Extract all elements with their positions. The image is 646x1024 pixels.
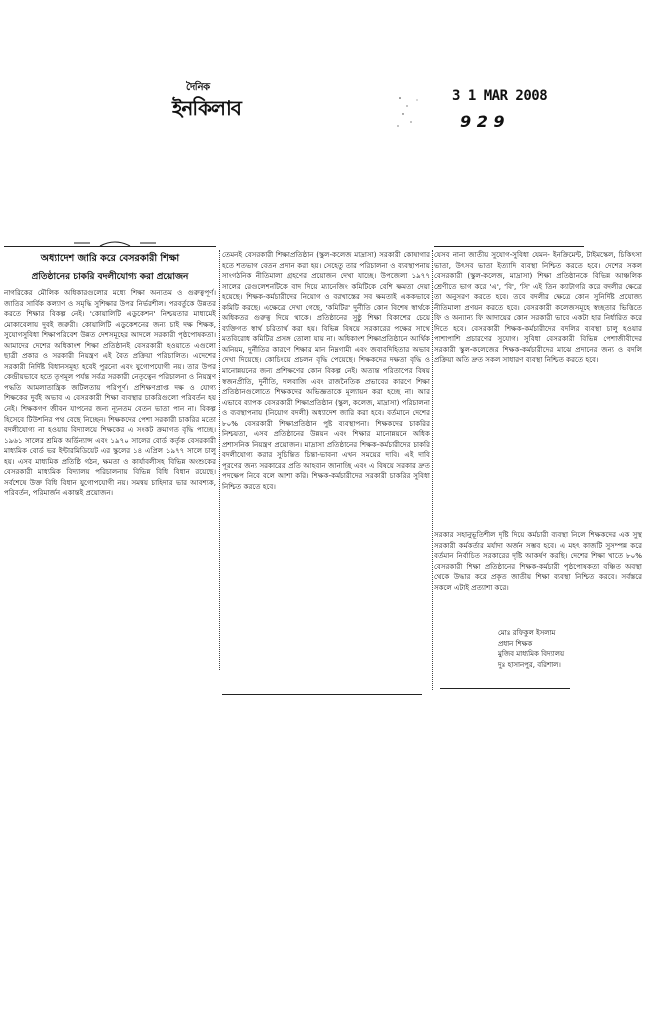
- article-end-rule: [440, 688, 570, 689]
- column-divider: [219, 250, 220, 670]
- newspaper-masthead: [172, 80, 292, 119]
- article-end-rule: [222, 694, 422, 695]
- article-body-col1: নাগরিকের মৌলিক অধিকারগুলোর মধ্যে শিক্ষা অন্যতম ও গুরুত্বপূর্ণ। জাতির সার্বিক কল্যাণ ও সমৃদ্ধি সুশিক্ষার উপর নির্ভরশীল। পরবর্তুকে উন্নতর করতে শিক্ষার বিকল্প নেই। 'কোয়ালিটি এডুকেশন' নিশ্চয়তার মাধ্যমেই মোকাবেলায় দুবই জরুরী। কোয়ালিটি এডুকেশনের জন্য চাই দক্ষ শিক্ষক, সুযোগসুবিধা শিক্ষাপরিবেশ উন্নত দেশসমূহের আদলে সরকারী পৃষ্ঠপোষকতা। আমাদের দেশের অধিকাংশ শিক্ষা প্রতিষ্ঠানই বেসরকারী হওয়াতে এগুলো ছাত্রী প্রকার ও সরকারী নিয়ন্ত্রণ এই বৈত প্রক্রিয়া পরিচালিত। এদেশের সরকারী নির্দিষ্ট বিধানসমূহ্য হবেই পুরনো এবং যুগোপযোগী নয়। তার উপর কেন্দ্রীয়ভাবে হতে তৃণমূল পর্যন্ত সর্বত্র সরকারী নেতৃত্বেন পরিচালনা ও নিয়ন্ত্রণ পদ্ধতি আমলাতান্ত্রিক জটিলতায় পরিপূর্ণ। প্রশিক্ষণপ্রাপ্ত দক্ষ ও যোগ্য শিক্ষকের দুর্বই অভাব এ বেসরকারী শিক্ষা ব্যবস্থার চাকরিগুলো পরিবর্তন হয় নেই। শিক্ষকগণ জীবন যাপনের জন্য ন্যূনতম বেতন ভাতা পান না। বিকল্প হিসেবে টিউশনির পথ বেছে নিচ্ছেন। শিক্ষকদের পেশা সরকারী চাকরির মতো বদলীযোগ্য না হওয়ায় বিদ্যালয়ে শিক্ষকের এ সংকট ক্রমাগত বৃদ্ধি পাচ্ছে। ১৯৬১ সালের শ্রমিক অর্ডিন্যান্স এবং ১৯৭০ সালের বোর্ড কর্তৃক বেসরকারী মাধ্যমিক বোর্ড ভর ইন্টারমিডিয়েট এর স্কুলের ১৪ এপ্রিল ১৯৭৭ সালে চালু হয়। এসব মাধ্যমিক প্রতিষ্ঠি গঠন, ক্ষমতা ও কার্যাবলীসহ বিভিন্ন অংশুকের বেসরকারী মাধ্যমিক বিদ্যালয় পরিচালনায় বিভিন্ন বিধি বিধান রয়েছে। সর্বশেষে উক্ত বিধি বিধান যুগোপযোগী নয়। সমন্বয় চাহিদার ভার আবশ্যক, পরিবর্তন, পরিমার্জন একান্তই প্রয়োজন।: [4, 288, 216, 498]
- masthead-prefix: দৈনিক: [186, 82, 210, 93]
- article-body-col2: তেমনই বেসরকারী শিক্ষাপ্রতিষ্ঠান (স্কুল-কলেজ মাদ্রাসা) সরকারী কোষাগার হতে শতভাগ বেতন প্রদান করা হয়। সেহেতু তার পরিচালনা ও ব্যবস্থাপনায় সাংগঠনিক নীতিমালা গ্রহণের প্রয়োজন দেখা যাচ্ছে। উপজেলা ১৯৭৭ সালের রেগুলেশনটিকে বাদ দিয়ে ম্যানেজিং কমিটিকে বেশি ক্ষমতা দেয়া হয়েছে। শিক্ষক-কর্মচারীদের নিয়োগ ও বরখাস্তের সব ক্ষমতাই এককভাবে কমিটি করছে। এক্ষেত্রে দেখা গেছে, 'কমিটির' দুর্নীতি কোন বিশেষ স্বার্থকে অধিকতর গুরুত্ব দিয়ে থাকে। প্রতিষ্ঠানের সুষ্ঠু শিক্ষা বিকাশের চেয়ে ব্যক্তিগত স্বার্থ চরিতার্থ করা হয়। বিভিন্ন বিষয়ে সরকারের পক্ষের সাথে মতবিরোধ কমিটির প্রসঙ্গ তোলা যায় না। অধিকাংশ শিক্ষাপ্রতিষ্ঠানে আর্থিক অনিয়ম, দুর্নীতির কারণে শিক্ষার মান নিম্নগামী এবং জবাবদিহিতার অভাব দেখা দিয়েছে। কোচিংয়ে প্রচলন বৃদ্ধি পেয়েছে। শিক্ষকদের দক্ষতা বৃদ্ধি ও মানোন্নয়নের জন্য প্রশিক্ষণের কোন বিকল্প নেই। অত্যন্ত পরিতাপের বিষয় স্বজনপ্রীতি, দুর্নীতি, দলবাজি এবং রাজনৈতিক প্রভাবের কারণে শিক্ষা প্রতিষ্ঠানগুলোতে শিক্ষকদের অভিজ্ঞতাকে মূল্যায়ন করা হচ্ছে না। আর এভাবে ব্যাপক বেসরকারী শিক্ষাপ্রতিষ্ঠান (স্কুল, কলেজ, মাদ্রাসা) পরিচালনা ও ব্যবস্থাপনায় (নিয়োগ বদলী) অধ্যাদেশ জারি করা হবে। বর্তমানে দেশের ৮০% বেসরকারী শিক্ষাপ্রতিষ্ঠান পুষ্ট ব্যবস্থাপনা। শিক্ষকদের চাকরির নিশ্চয়তা, এসব প্রতিষ্ঠানের উন্নয়ন এবং শিক্ষার মানোন্নয়নে অধিক প্রশাসনিক নিয়ন্ত্রণ প্রয়োজন। মাদ্রাসা প্রতিষ্ঠানের শিক্ষক-কর্মচারীদের চাকরি বদলীযোগ্য করার সুচিন্তিত চিন্তা-ভাবনা এখন সময়ের দাবি। এই দাবি পূরণের জন্য সরকারের প্রতি আহবান জানাচ্ছি এবং এ বিষয়ে সরকার দ্রুত পদক্ষেপ নিবে বলে আশা করি। শিক্ষক-কর্মচারীদের সরকারী চাকরির সুবিধা নিশ্চিত করতে হবে।: [222, 250, 430, 492]
- article-column-1: [4, 250, 216, 670]
- article-column-2: [222, 250, 430, 690]
- column-top-rule: [434, 246, 584, 247]
- author-title: প্রধান শিক্ষক: [498, 639, 533, 648]
- article-headline: অধ্যাদেশ জারি করে বেসরকারী শিক্ষা: [40, 253, 180, 264]
- article-column-3b: [434, 530, 642, 630]
- stamp-date: 3 1 MAR 2008: [452, 88, 548, 104]
- article-subheadline: প্রতিষ্ঠানের চাকরি বদলীযোগ্য করা প্রয়োজন: [31, 272, 189, 282]
- article-body-col3b: সরকার সহানুভূতিশীল দৃষ্টি দিয়ে কর্মচারী ব্যবস্থা নিলে শিক্ষকদের এক সুস্থ সরকারী কর্মকর্তার মর্যাদা অর্জন সম্ভব হবে। এ মহৎ কাজটি সুসম্পন্ন করে বর্তমান নির্বাচিত সরকারের দৃষ্টি আকর্ষণ করছি। দেশের শিক্ষা খাতে ৮০% বেসরকারী শিক্ষা প্রতিষ্ঠানের শিক্ষক-কর্মচারী পৃষ্ঠপোষকতা বঞ্চিত অবস্থা থেকে উদ্ধার করে প্রকৃত জাতীয় শিক্ষা ব্যবস্থা নিশ্চিত করবে। সর্বস্তরে সকলে এটাই প্রত্যাশা করে।: [434, 530, 642, 592]
- date-stamp: [420, 88, 580, 138]
- article-column-3: [434, 250, 642, 525]
- stamp-number: 9 2 9: [460, 112, 505, 131]
- article-body-col3: যেসব নানা জাতীয় সুযোগ-সুবিধা যেমন- ইনক্রিমেন্ট, টাইমস্কেল, চিকিৎসা ভাতা, উৎসব ভাতা ইত্যাদি ব্যবস্থা নিশ্চিত করতে হবে। দেশের সকল বেসরকারী (স্কুল-কলেজ, মাদ্রাসা) শিক্ষা প্রতিষ্ঠানকে বিভিন্ন আঞ্চলিক শ্রেণীতে ভাগ করে 'এ', 'বি', 'সি' এই তিন ক্যাটাগরি করে বদলীর ক্ষেত্রে তা অনুসরণ করতে হবে। তবে বদলীর ক্ষেত্রে কোন সুনির্দিষ্ট প্রযোজ্য নীতিমালা প্রণয়ন করতে হবে। বেসরকারী কলেজসমূহে স্বচ্ছতার ভিত্তিতে ফি ও অন্যান্য ফি আদায়ের কোন সরকারী ভাবে একটা হার নির্ধারিত করে দিতে হবে। বেসরকারী শিক্ষক-কর্মচারীদের বদলির ব্যবস্থা চালু হওয়ার পাশাপাশি প্রচারণের সুযোগ। সুবিধা বেসরকারী বিভিন্ন পেশাজীবীদের সরকারী স্কুল-কলেজের শিক্ষক-কর্মচারীদের মাঝে প্রদানের জন্য ও বদলি প্রক্রিয়া অতি দ্রুত সকল সাধারণ ব্যবস্থা নিশ্চিত করতে হবে।: [434, 250, 642, 365]
- author-place: দুঃ হাসানপুর, বরিশাল।: [498, 660, 561, 669]
- author-signature: [498, 628, 646, 670]
- author-school: মুজিব মাধ্যমিক বিদ্যালয়: [498, 650, 565, 658]
- author-name: মোঃ রফিকুল ইসলাম: [498, 629, 556, 637]
- headline-ornament-icon: [70, 236, 160, 250]
- masthead-title: ইনকিলাব: [172, 96, 241, 120]
- column-divider: [432, 250, 433, 690]
